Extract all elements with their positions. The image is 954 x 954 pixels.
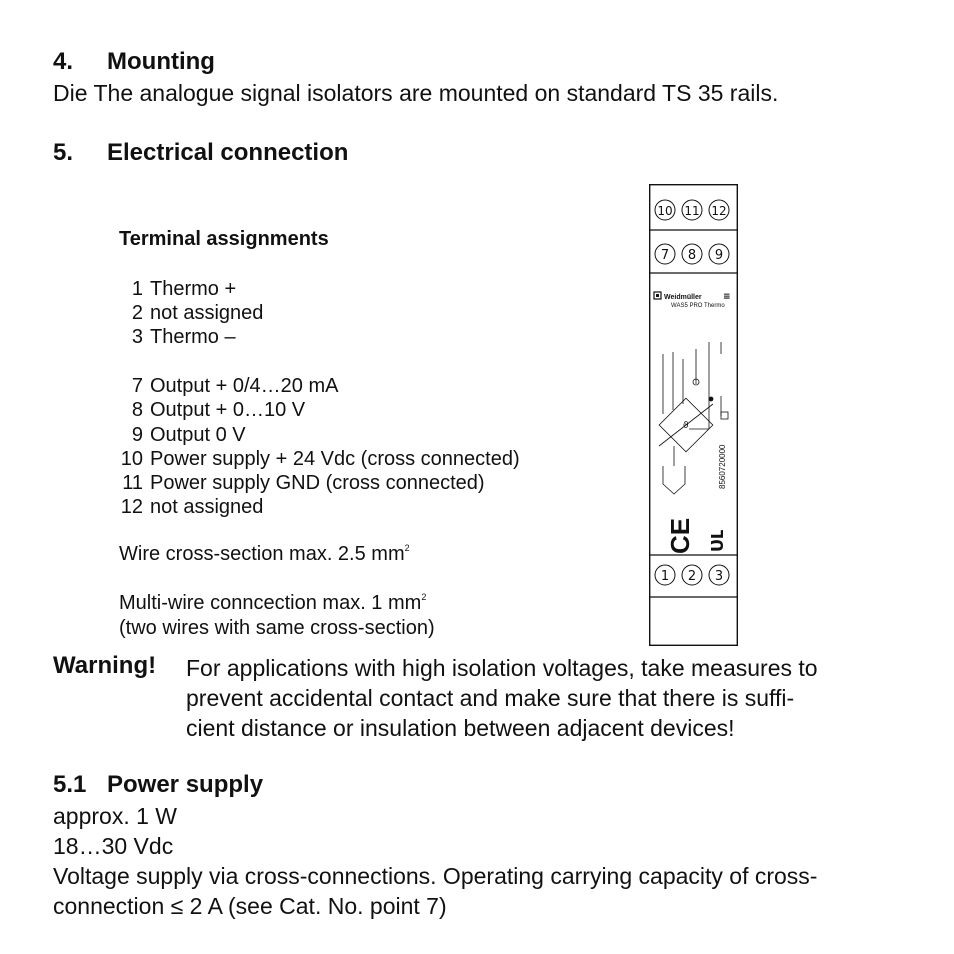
brand-mark-icon: ≡	[723, 292, 731, 302]
section-4-title: Mounting	[107, 48, 215, 75]
multi-wire-note: (two wires with same cross-section)	[119, 617, 435, 639]
terminal-list-group-2	[106, 374, 520, 520]
warning-text	[186, 653, 818, 743]
warning-line: For applications with high isolation voltages, take measures to	[186, 655, 818, 681]
multi-wire-connection: Multi-wire conncection max. 1 $mm^2$	[119, 592, 427, 614]
device-diagram	[649, 184, 738, 646]
terminal-10-label: 10	[657, 204, 673, 218]
section-5-1-title: Power supply	[107, 771, 264, 798]
terminal-row: 9 Output 0 V	[131, 423, 246, 446]
terminal-row: 3 Thermo –	[131, 326, 236, 348]
thermo-symbol-icon: ϑ	[683, 421, 689, 431]
terminal-1-label: 1	[660, 569, 670, 584]
section-5-title: Electrical connection	[107, 139, 349, 166]
terminal-row: 8 Output + 0…10 V	[131, 399, 306, 422]
part-number: 8560720000	[718, 444, 727, 489]
brand-logo-dot	[656, 294, 659, 297]
ce-mark-icon: CE	[665, 517, 695, 554]
warning-line: prevent accidental contact and make sure that there is suffi-	[186, 685, 795, 711]
wire-cross-section: Wire cross-section max. 2.5 $mm^2$	[119, 543, 410, 565]
terminal-8-label: 8	[687, 248, 697, 263]
power-line: 18…30 Vdc	[53, 833, 174, 859]
ul-mark-icon: ᴜʟ	[703, 529, 728, 552]
power-line: approx. 1 W	[53, 803, 177, 829]
terminal-row: 10 Power supply + 24 Vdc (cross connected)	[120, 447, 520, 470]
model-name: WAS5 PRO Thermo	[671, 303, 725, 309]
terminal-9-label: 9	[714, 248, 724, 263]
warning-label: Warning!	[53, 652, 157, 679]
terminal-list-group-1	[106, 277, 263, 349]
terminal-row: 12 not assigned	[120, 496, 264, 519]
terminal-2-label: 2	[687, 569, 697, 584]
terminal-row: 7 Output + 0/4…20 mA	[131, 375, 339, 397]
section-4-number: 4.	[53, 48, 74, 75]
power-supply-text	[53, 801, 817, 921]
terminal-12-label: 12	[711, 204, 727, 218]
section-4-text: Die The analogue signal isolators are mounted on standard TS 35 rails.	[53, 80, 779, 106]
brand-name: Weidmüller	[664, 294, 702, 301]
terminal-assignments-heading: Terminal assignments	[119, 228, 329, 250]
section-5-number: 5.	[53, 139, 74, 166]
terminal-row: 11 Power supply GND (cross connected)	[122, 472, 485, 495]
power-line: connection ≤ 2 A (see Cat. No. point 7)	[53, 893, 447, 919]
terminal-3-label: 3	[714, 569, 724, 584]
section-5-1-number: 5.1	[53, 771, 87, 798]
terminal-row: 1 Thermo +	[131, 278, 237, 300]
warning-line: cient distance or insulation between adjacent devices!	[186, 715, 735, 741]
power-line: Voltage supply via cross-connections. Operating carrying capacity of cross-	[53, 863, 818, 889]
terminal-7-label: 7	[660, 248, 670, 263]
terminal-row: 2 not assigned	[131, 302, 264, 324]
terminal-11-label: 11	[684, 204, 700, 218]
